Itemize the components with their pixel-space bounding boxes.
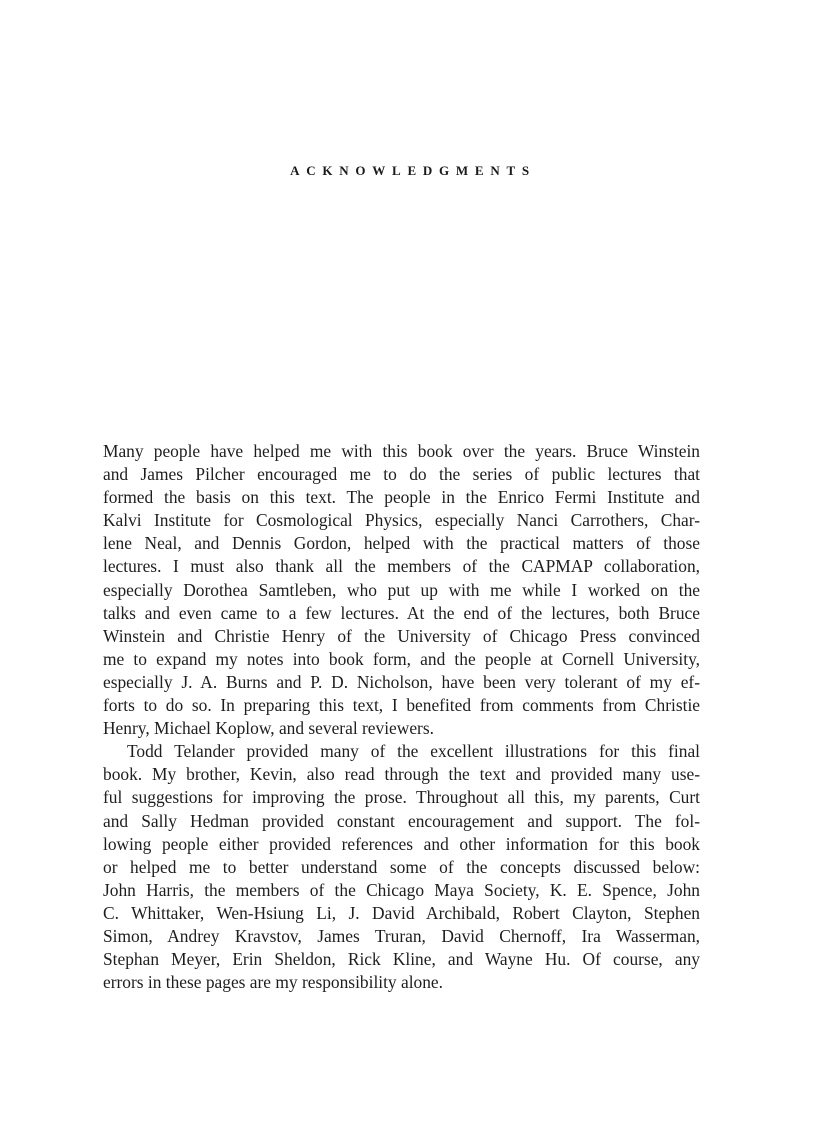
text-line: Many people have helped me with this book over the years. Bruce Winstein bbox=[103, 441, 700, 461]
text-line: or helped me to better understand some of the concepts discussed below: bbox=[103, 856, 700, 877]
text-line: formed the basis on this text. The people in the Enrico Fermi Institute and bbox=[103, 487, 700, 508]
text-line: lene Neal, and Dennis Gordon, helped with the practical matters of those bbox=[103, 533, 700, 554]
text-line: talks and even came to a few lectures. At the end of the lectures, both Bruce bbox=[103, 602, 700, 623]
text-line: Simon, Andrey Kravstov, James Truran, David Chernoff, Ira Wasserman, bbox=[103, 925, 700, 946]
text-line: Winstein and Christie Henry of the University of Chicago Press convinced bbox=[103, 625, 700, 646]
paragraph-2 bbox=[103, 740, 700, 994]
text-line: book. My brother, Kevin, also read through the text and provided many use- bbox=[103, 764, 700, 785]
text-line: C. Whittaker, Wen-Hsiung Li, J. David Archibald, Robert Clayton, Stephen bbox=[103, 902, 700, 923]
text-line: and Sally Hedman provided constant encouragement and support. The fol- bbox=[103, 810, 700, 831]
text-line: especially J. A. Burns and P. D. Nicholson, have been very tolerant of my ef- bbox=[103, 671, 700, 692]
paragraph-1 bbox=[103, 440, 700, 740]
text-line: lectures. I must also thank all the members of the CAPMAP collaboration, bbox=[103, 556, 700, 577]
text-line: especially Dorothea Samtleben, who put up with me while I worked on the bbox=[103, 579, 700, 600]
text-line: ful suggestions for improving the prose. Throughout all this, my parents, Curt bbox=[103, 787, 700, 808]
text-line: forts to do so. In preparing this text, I benefited from comments from Christie bbox=[103, 695, 700, 716]
text-line: lowing people either provided references and other information for this book bbox=[103, 833, 700, 854]
text-line: John Harris, the members of the Chicago Maya Society, K. E. Spence, John bbox=[103, 879, 700, 900]
text-line: Kalvi Institute for Cosmological Physics, especially Nanci Carrothers, Char- bbox=[103, 510, 700, 531]
text-line: Henry, Michael Koplow, and several reviewers. bbox=[103, 718, 434, 739]
text-line: Todd Telander provided many of the excellent illustrations for this final bbox=[127, 741, 700, 762]
page-title: ACKNOWLEDGMENTS bbox=[290, 163, 536, 178]
text-line: and James Pilcher encouraged me to do the series of public lectures that bbox=[103, 464, 700, 485]
acknowledgments-body bbox=[103, 440, 700, 994]
text-line: me to expand my notes into book form, and the people at Cornell University, bbox=[103, 648, 700, 669]
text-line: Stephan Meyer, Erin Sheldon, Rick Kline, and Wayne Hu. Of course, any bbox=[103, 949, 700, 970]
text-line: errors in these pages are my responsibility alone. bbox=[103, 972, 443, 993]
